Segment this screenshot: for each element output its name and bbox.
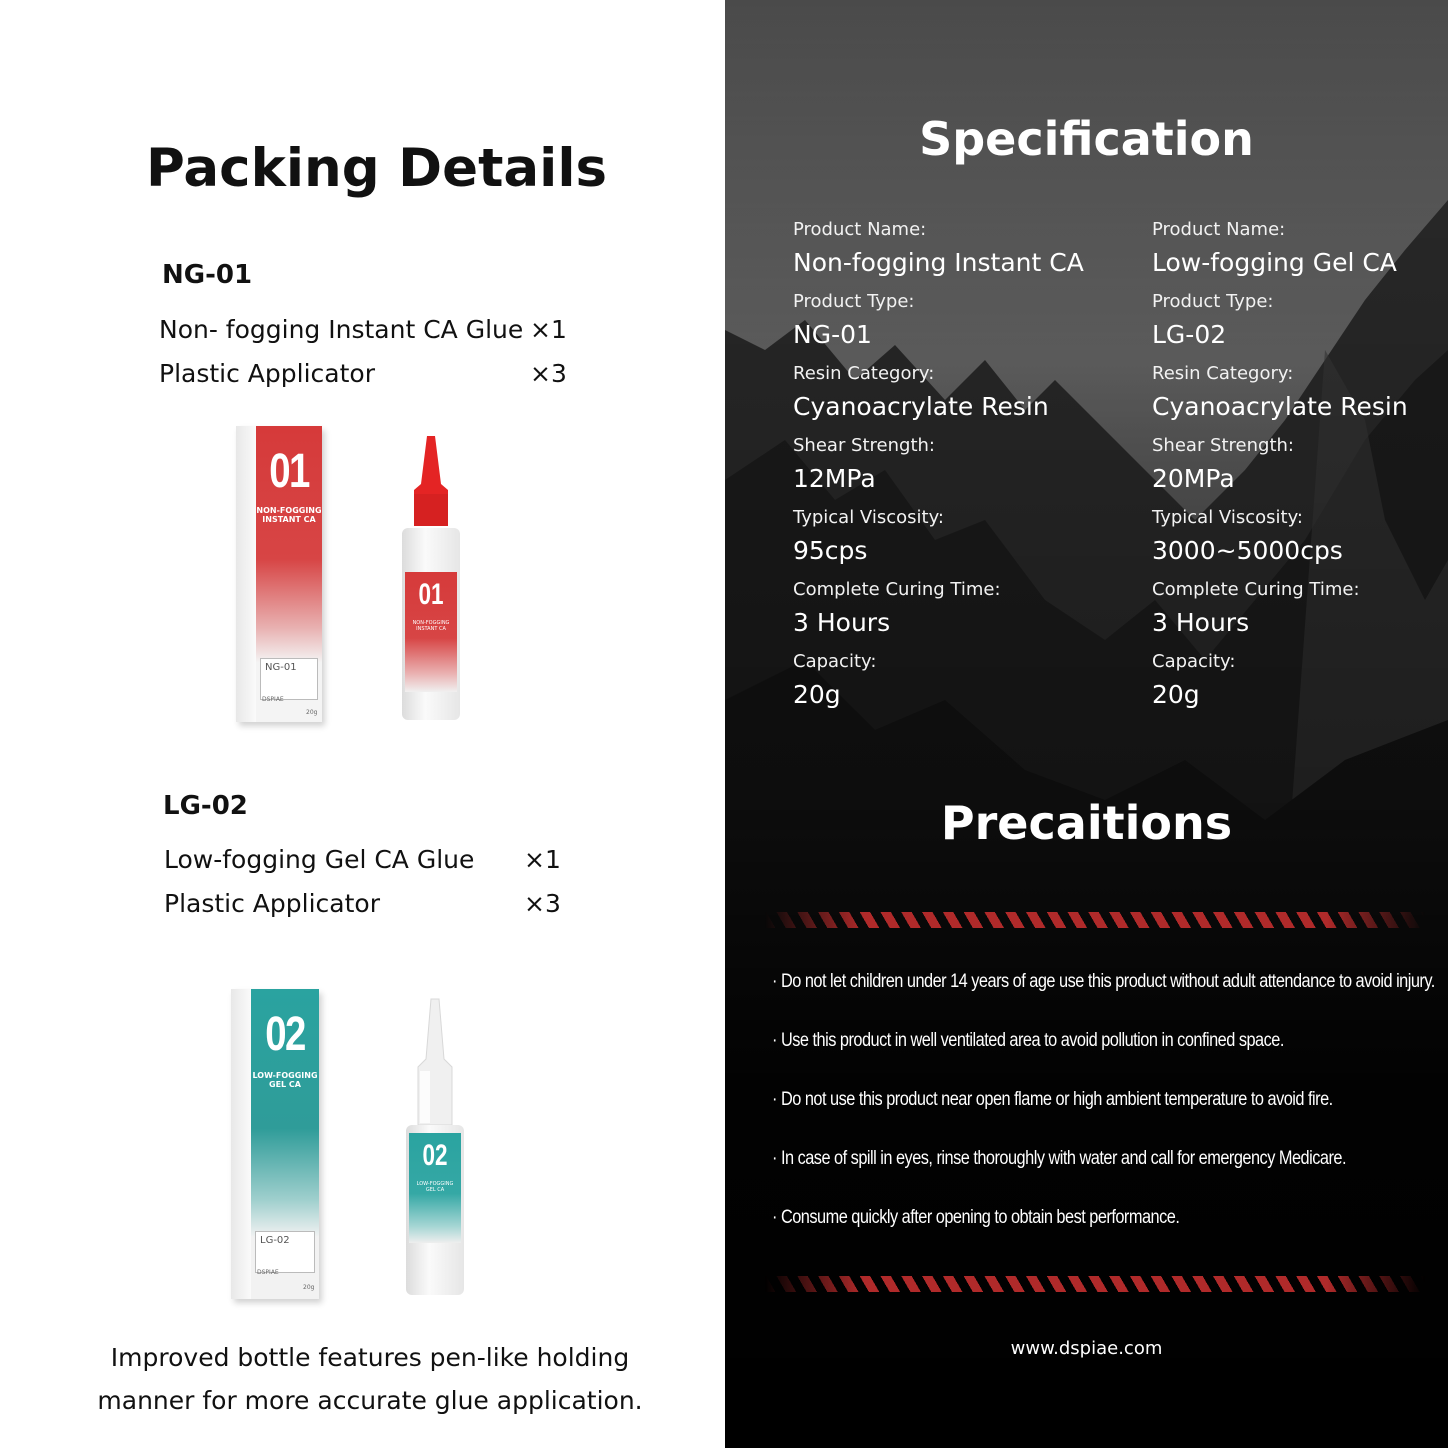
spec-value: Cyanoacrylate Resin — [1152, 392, 1408, 421]
precaution-item: · In case of spill in eyes, rinse thoroughly with water and call for emergency Medicare. — [772, 1148, 1346, 1169]
website-link[interactable]: www.dspiae.com — [1010, 1338, 1163, 1359]
precaution-item: · Use this product in well ventilated area to avoid pollution in confined space. — [772, 1030, 1284, 1051]
spec-value: 3 Hours — [793, 608, 891, 637]
packing-details-title: Packing Details — [146, 138, 608, 199]
spec-label: Capacity: — [793, 651, 877, 672]
precaution-item: · Consume quickly after opening to obtain best performance. — [772, 1207, 1180, 1228]
ng01-box-image — [236, 426, 322, 722]
spec-value: Non-fogging Instant CA — [793, 248, 1084, 277]
qty-ng01-applicator: ×3 — [530, 359, 567, 388]
spec-value: LG-02 — [1152, 320, 1227, 349]
lg02-box-text: LOW-FOGGING GEL CA — [252, 1071, 318, 1089]
spec-value: 3000~5000cps — [1152, 536, 1343, 565]
spec-label: Product Type: — [793, 291, 915, 312]
spec-value: 95cps — [793, 536, 868, 565]
ng01-box-weight: 20g — [306, 709, 318, 716]
spec-value: 3 Hours — [1152, 608, 1250, 637]
ng01-box-brand: DSPIAE — [262, 696, 284, 703]
spec-label: Complete Curing Time: — [793, 579, 1001, 600]
ng01-bottle-cap — [408, 434, 454, 530]
qty-ng01-glue: ×1 — [530, 315, 567, 344]
spec-column-lg02 — [1152, 217, 1408, 721]
spec-label: Shear Strength: — [793, 435, 935, 456]
spec-column-ng01 — [793, 217, 1084, 721]
spec-value: Low-fogging Gel CA — [1152, 248, 1397, 277]
precautions-title: Precaitions — [940, 796, 1233, 850]
model-ng01: NG-01 — [162, 260, 253, 290]
spec-label: Resin Category: — [1152, 363, 1294, 384]
lg02-box-number: 02 — [265, 1008, 305, 1061]
spec-label: Product Name: — [793, 219, 927, 240]
item-lg02-applicator: Plastic Applicator — [164, 889, 380, 918]
spec-label: Typical Viscosity: — [793, 507, 944, 528]
lg02-bottle-cap — [410, 997, 460, 1127]
spec-label: Shear Strength: — [1152, 435, 1294, 456]
spec-label: Product Type: — [1152, 291, 1274, 312]
warning-stripe-bottom — [765, 1276, 1425, 1292]
spec-value: 20MPa — [1152, 464, 1235, 493]
precaution-item: · Do not let children under 14 years of age use this product without adult attendance to avoid injury. — [772, 971, 1435, 992]
ng01-bottle-text: NON-FOGGING INSTANT CA — [412, 620, 450, 632]
spec-value: 20g — [793, 680, 841, 709]
ng01-box-number: 01 — [269, 445, 309, 498]
lg02-box-weight: 20g — [303, 1284, 315, 1291]
spec-label: Typical Viscosity: — [1152, 507, 1303, 528]
model-lg02: LG-02 — [163, 791, 248, 821]
bottle-note-line2: manner for more accurate glue application. — [97, 1386, 643, 1415]
qty-lg02-applicator: ×3 — [524, 889, 561, 918]
item-ng01-glue: Non- fogging Instant CA Glue — [159, 315, 524, 344]
spec-value: 12MPa — [793, 464, 876, 493]
qty-lg02-glue: ×1 — [524, 845, 561, 874]
spec-value: Cyanoacrylate Resin — [793, 392, 1049, 421]
spec-label: Capacity: — [1152, 651, 1236, 672]
spec-value: 20g — [1152, 680, 1200, 709]
ng01-bottle-number: 01 — [418, 578, 444, 611]
warning-stripe-top — [765, 912, 1425, 928]
lg02-bottle-text: LOW-FOGGING GEL CA — [416, 1181, 454, 1193]
lg02-bottle-image — [404, 997, 466, 1297]
lg02-box-brand: DSPIAE — [257, 1269, 279, 1276]
ng01-box-label: NG-01 — [260, 658, 318, 700]
lg02-box-label: LG-02 — [255, 1231, 315, 1273]
item-ng01-applicator: Plastic Applicator — [159, 359, 375, 388]
lg02-bottle-number: 02 — [422, 1139, 448, 1172]
spec-value: NG-01 — [793, 320, 872, 349]
specification-title: Specification — [919, 112, 1254, 166]
spec-label: Product Name: — [1152, 219, 1286, 240]
lg02-box-image — [231, 989, 319, 1299]
bottle-note-line1: Improved bottle features pen-like holding — [110, 1343, 630, 1372]
item-lg02-glue: Low-fogging Gel CA Glue — [164, 845, 475, 874]
ng01-bottle-image — [400, 434, 462, 724]
ng01-box-text: NON-FOGGING INSTANT CA — [256, 506, 322, 524]
precaution-item: · Do not use this product near open flame or high ambient temperature to avoid fire. — [772, 1089, 1333, 1110]
spec-label: Complete Curing Time: — [1152, 579, 1360, 600]
specification-panel — [725, 0, 1448, 1448]
spec-label: Resin Category: — [793, 363, 935, 384]
